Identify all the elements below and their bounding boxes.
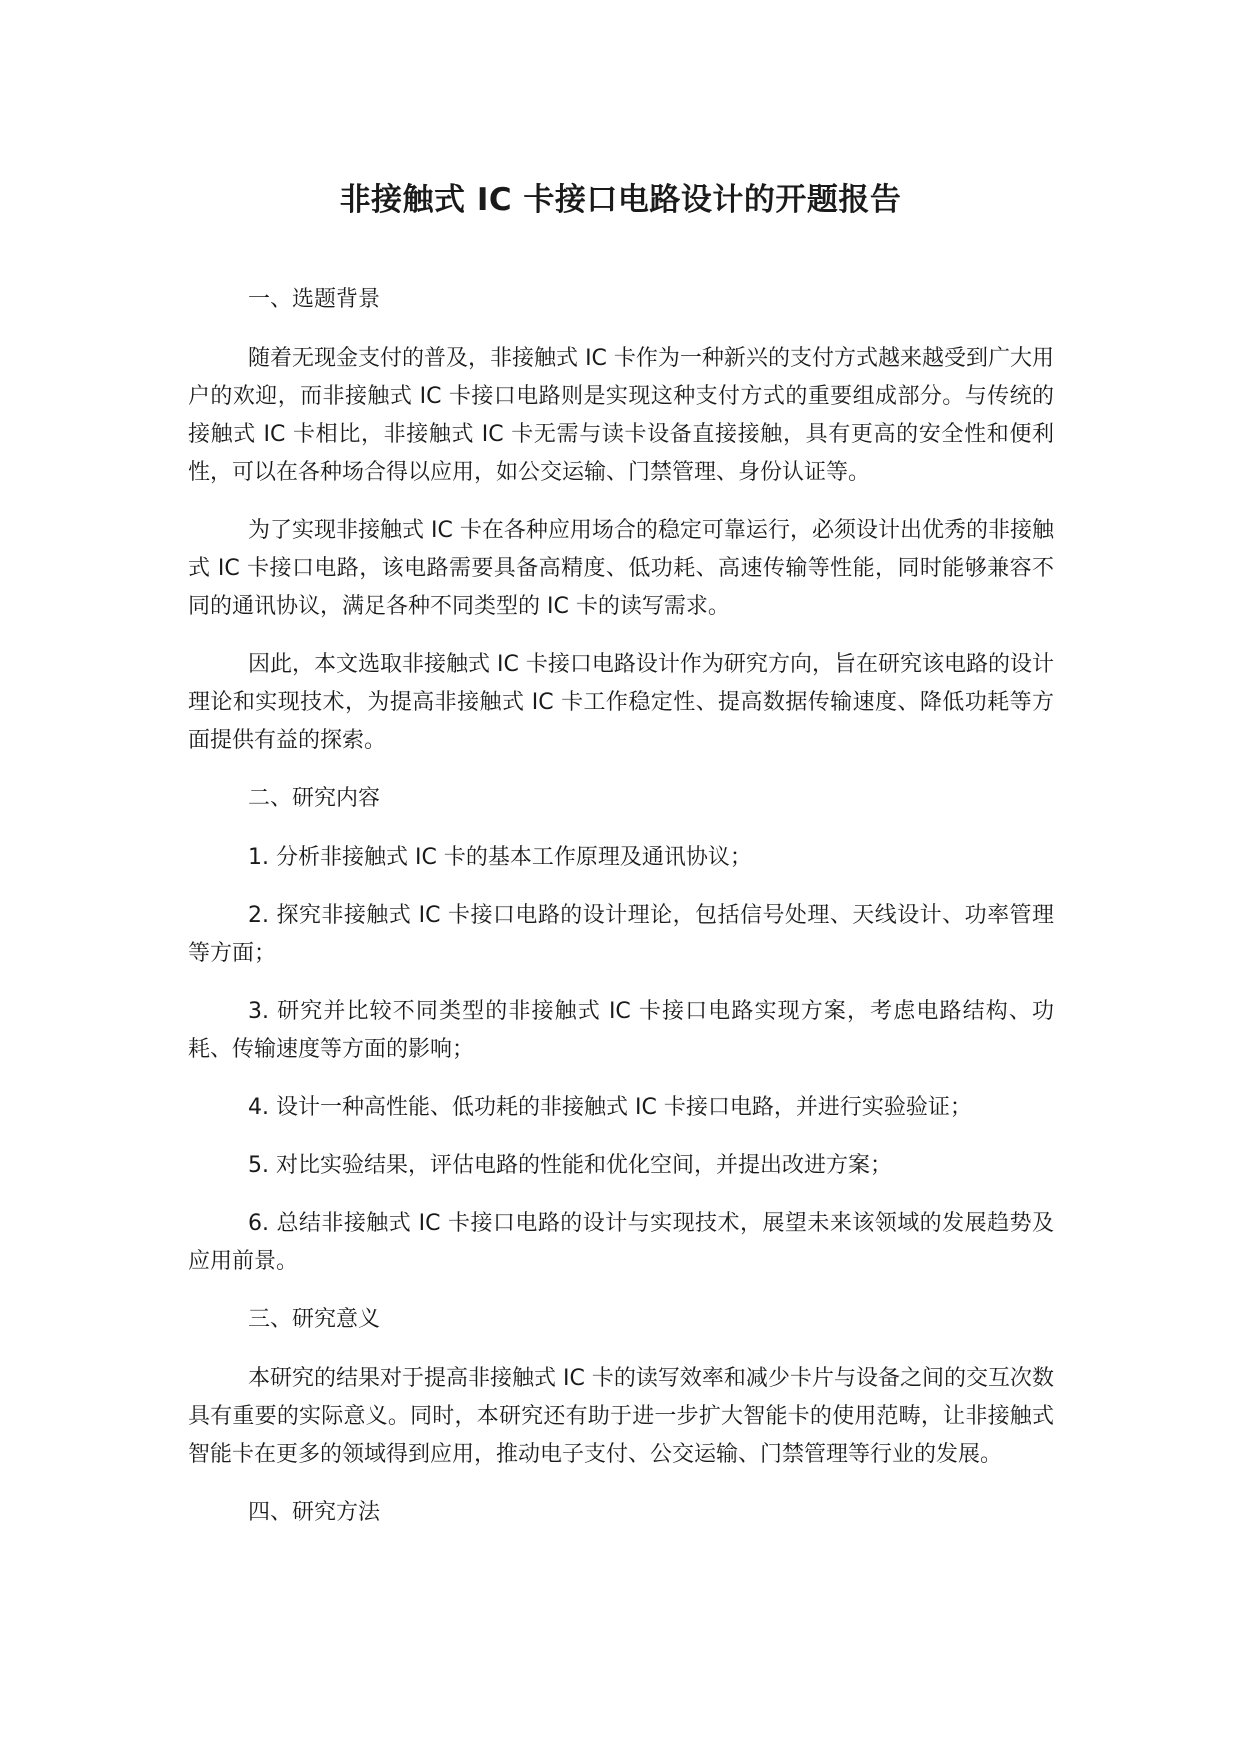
section-significance [188,1301,1054,1474]
list-item: 4. 设计一种高性能、低功耗的非接触式 IC 卡接口电路，并进行实验验证； [248,1095,972,1120]
list-item: 3. 研究并比较不同类型的非接触式 IC 卡接口电路实现方案，考虑电路结构、功耗、传输速度等方面的影响； [188,999,1054,1062]
list-item: 1. 分析非接触式 IC 卡的基本工作原理及通讯协议； [248,845,752,870]
document-body [188,281,1054,1553]
list-item: 2. 探究非接触式 IC 卡接口电路的设计理论，包括信号处理、天线设计、功率管理等方面； [188,903,1054,966]
section-heading: 二、研究内容 [248,786,381,811]
paragraph: 本研究的结果对于提高非接触式 IC 卡的读写效率和减少卡片与设备之间的交互次数具有重要的实际意义。同时，本研究还有助于进一步扩大智能卡的使用范畴，让非接触式智能卡在更多的领域得到应用，推动电子支付、公交运输、门禁管理等行业的发展。 [188,1366,1054,1467]
paragraph: 随着无现金支付的普及，非接触式 IC 卡作为一种新兴的支付方式越来越受到广大用户的欢迎，而非接触式 IC 卡接口电路则是实现这种支付方式的重要组成部分。与传统的接触式 IC 卡相比，非接触式 IC 卡无需与读卡设备直接接触，具有更高的安全性和便利性，可以在各种场合得以应用，如公交运输、门禁管理、身份认证等。 [188,346,1054,485]
section-methods [188,1494,1054,1532]
paragraph: 因此，本文选取非接触式 IC 卡接口电路设计作为研究方向，旨在研究该电路的设计理论和实现技术，为提高非接触式 IC 卡工作稳定性、提高数据传输速度、降低功耗等方面提供有益的探索。 [188,652,1054,753]
list-item: 6. 总结非接触式 IC 卡接口电路的设计与实现技术，展望未来该领域的发展趋势及应用前景。 [188,1211,1054,1274]
section-heading: 三、研究意义 [248,1307,381,1332]
section-background [188,281,1054,760]
paragraph: 为了实现非接触式 IC 卡在各种应用场合的稳定可靠运行，必须设计出优秀的非接触式 IC 卡接口电路，该电路需要具备高精度、低功耗、高速传输等性能，同时能够兼容不同的通讯协议，满足各种不同类型的 IC 卡的读写需求。 [188,518,1054,619]
document-title: 非接触式 IC 卡接口电路设计的开题报告 [339,182,902,218]
section-heading: 一、选题背景 [248,287,381,312]
list-item: 5. 对比实验结果，评估电路的性能和优化空间，并提出改进方案； [248,1153,892,1178]
section-heading: 四、研究方法 [248,1500,381,1525]
section-research-content [188,780,1054,1281]
